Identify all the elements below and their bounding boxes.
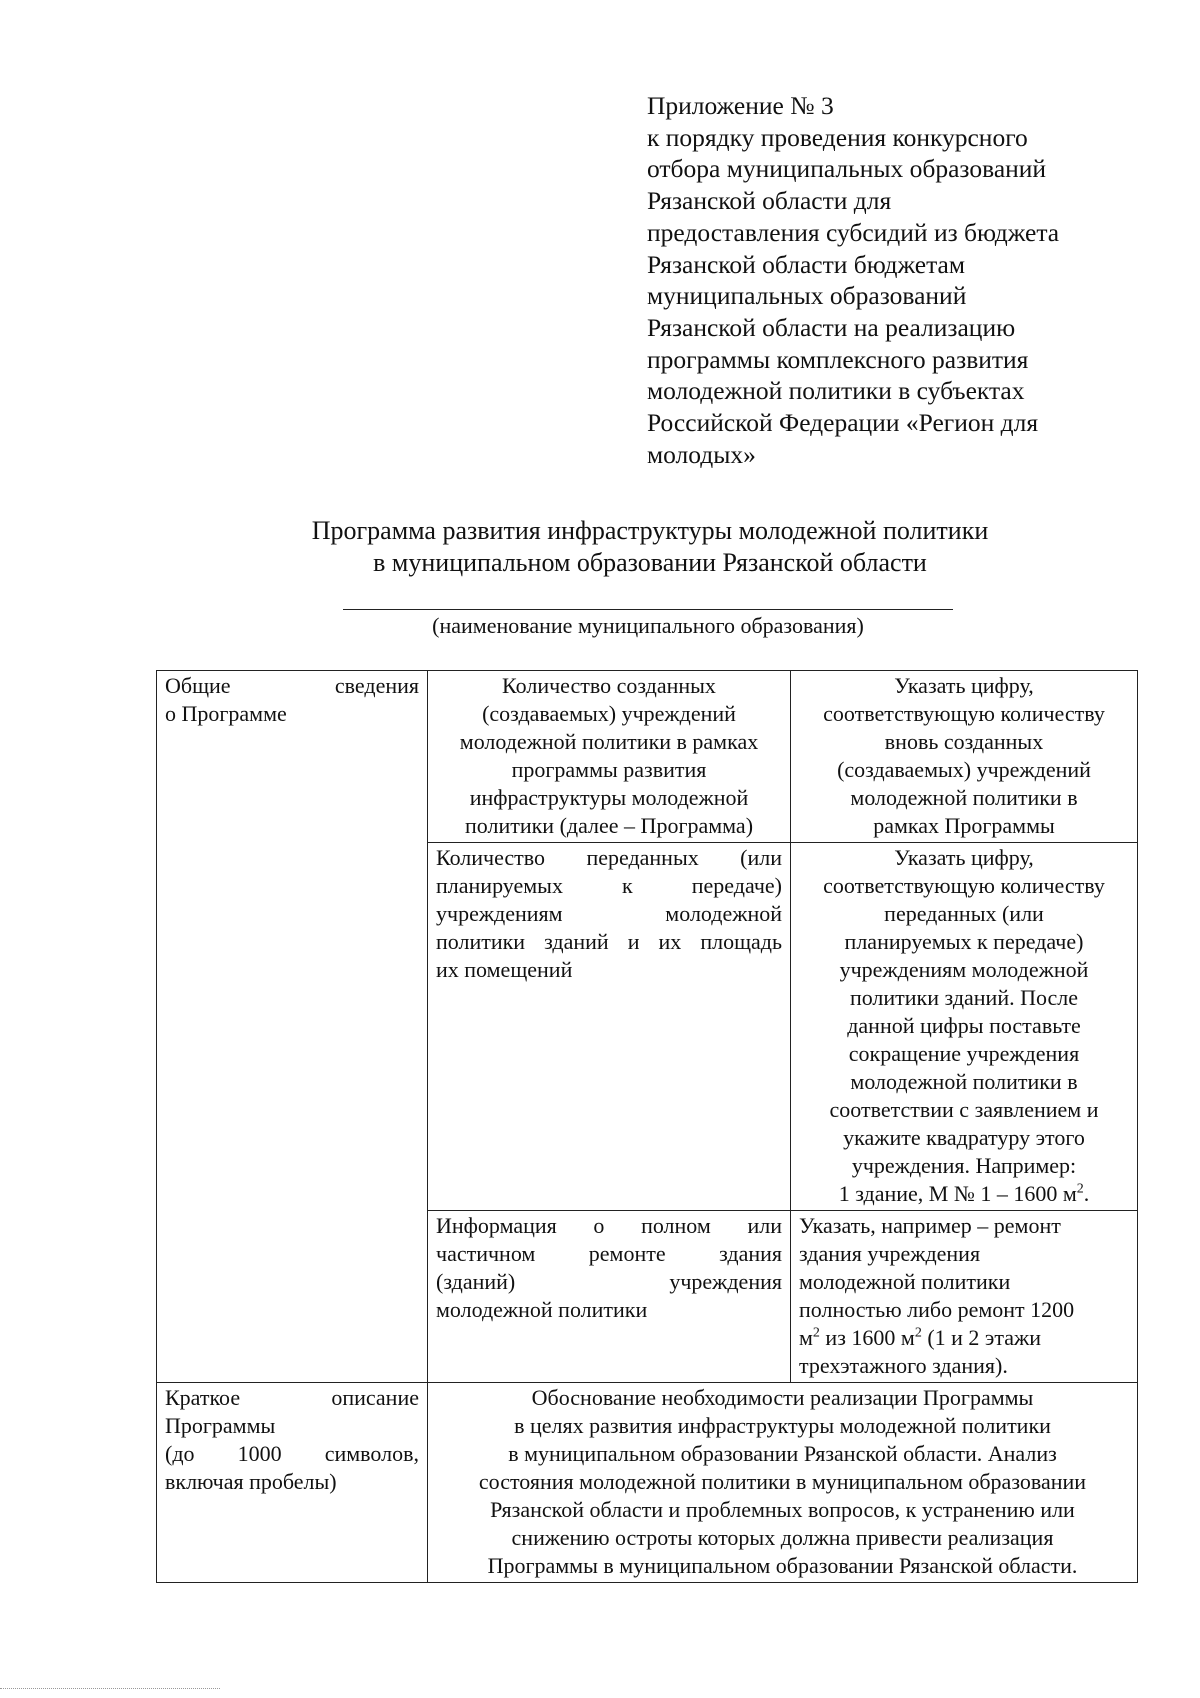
brief-description-content-cell [428, 1383, 1138, 1583]
cell-line: данной цифры поставьте [847, 1013, 1081, 1038]
appendix-line: молодых» [647, 439, 756, 469]
example-line [799, 1180, 1129, 1208]
cell-line: молодежной политики [436, 1297, 648, 1322]
area-text: из 1600 м [819, 1325, 915, 1350]
square-superscript: 2 [812, 1325, 820, 1341]
appendix-line: к порядку проведения конкурсного [647, 122, 1028, 152]
appendix-line: Рязанской области для [647, 186, 892, 216]
created-institutions-instruction-cell [791, 671, 1138, 843]
general-info-label-line: о Программе [165, 701, 287, 726]
cell-line: политики зданий и их площадь [436, 929, 782, 954]
cell-line: соответствующую количеству [823, 873, 1105, 898]
cell-line: планируемых к передаче) [436, 873, 782, 898]
cell-line: сокращение учреждения [848, 1041, 1080, 1066]
cell-line: (создаваемых) учреждений [837, 757, 1091, 782]
cell-line: частичном ремонте здания [436, 1241, 782, 1266]
cell-line: полностью либо ремонт 1200 [799, 1297, 1075, 1322]
appendix-line: Приложение № 3 [647, 91, 834, 120]
cell-line: Указать, например – ремонт [799, 1213, 1061, 1238]
cell-line: Количество переданных (или [436, 845, 782, 870]
general-info-label-cell [157, 671, 428, 1383]
cell-line: Программы [165, 1413, 276, 1438]
table-row [157, 671, 1138, 843]
cell-line: (создаваемых) учреждений [482, 701, 736, 726]
transferred-buildings-instruction-cell [791, 843, 1138, 1211]
cell-line: Количество созданных [502, 673, 716, 698]
appendix-header [647, 90, 1127, 470]
appendix-line: муниципальных образований [647, 281, 967, 311]
area-text: (1 и 2 этажи [921, 1325, 1041, 1350]
cell-line: Рязанской области и проблемных вопросов, к устранению или [490, 1497, 1075, 1522]
repair-info-question-cell [428, 1211, 791, 1383]
area-text: м [799, 1325, 813, 1350]
cell-line: снижению остроты которых должна привести реализация [511, 1525, 1054, 1550]
cell-line: Указать цифру, [894, 845, 1034, 870]
cell-line: включая пробелы) [165, 1469, 337, 1494]
cell-line: вновь созданных [884, 729, 1044, 754]
cell-line: рамках Программы [873, 813, 1055, 838]
appendix-line: Рязанской области бюджетам [647, 249, 965, 279]
appendix-line: предоставления субсидий из бюджета [647, 217, 1060, 247]
created-institutions-question-cell [428, 671, 791, 843]
appendix-line: Рязанской области на реализацию [647, 312, 1016, 342]
appendix-line: Российской Федерации «Регион для [647, 408, 1039, 438]
program-info-table [156, 670, 1138, 1583]
cell-line: переданных (или [884, 901, 1044, 926]
municipality-name-caption: (наименование муниципального образования) [432, 613, 864, 638]
appendix-line: молодежной политики в субъектах [647, 376, 1025, 406]
cell-line: политики зданий. После [849, 985, 1079, 1010]
cell-line: состояния молодежной политики в муниципальном образовании [478, 1469, 1087, 1494]
cell-line: молодежной политики в рамках [459, 729, 759, 754]
cell-line: молодежной политики в [850, 785, 1078, 810]
scan-artifact [0, 1688, 220, 1692]
cell-line: молодежной политики [799, 1269, 1011, 1294]
cell-line: их помещений [436, 957, 573, 982]
cell-line: в целях развития инфраструктуры молодежной политики [514, 1413, 1051, 1438]
cell-line: укажите квадратуру этого [843, 1125, 1085, 1150]
municipality-name-blank [343, 609, 953, 610]
cell-line: учреждениям молодежной [839, 957, 1089, 982]
cell-line: соответствующую количеству [823, 701, 1105, 726]
cell-line: молодежной политики в [850, 1069, 1078, 1094]
cell-line: Программы в муниципальном образовании Рязанской области. [487, 1553, 1078, 1578]
area-line [799, 1324, 1129, 1352]
example-text: 1 здание, М № 1 – 1600 м [838, 1181, 1077, 1206]
cell-line: Информация о полном или [436, 1213, 782, 1238]
cell-line: соответствии с заявлением и [829, 1097, 1099, 1122]
repair-info-instruction-cell [791, 1211, 1138, 1383]
brief-description-label-cell [157, 1383, 428, 1583]
title-line-1: Программа развития инфраструктуры молодежной политики [311, 516, 989, 545]
cell-line: политики (далее – Программа) [464, 813, 754, 838]
cell-line: учреждения. Например: [851, 1153, 1077, 1178]
cell-line: программы развития [511, 757, 707, 782]
cell-line: Указать цифру, [894, 673, 1034, 698]
cell-line: трехэтажного здания). [799, 1353, 1008, 1378]
cell-line: учреждениям молодежной [436, 901, 782, 926]
cell-line: Обоснование необходимости реализации Программы [531, 1385, 1034, 1410]
cell-line: инфраструктуры молодежной [469, 785, 749, 810]
transferred-buildings-question-cell [428, 843, 791, 1211]
title-line-2: в муниципальном образовании Рязанской области [373, 548, 927, 577]
example-period: . [1083, 1181, 1090, 1206]
appendix-line: отбора муниципальных образований [647, 154, 1047, 184]
cell-line: в муниципальном образовании Рязанской области. Анализ [508, 1441, 1057, 1466]
general-info-label-line: Общие сведения [165, 673, 419, 698]
cell-line: Краткое описание [165, 1385, 419, 1410]
appendix-line: программы комплексного развития [647, 344, 1029, 374]
square-superscript: 2 [914, 1325, 922, 1341]
document-title [150, 515, 1150, 579]
cell-line: (до 1000 символов, [165, 1441, 419, 1466]
cell-line: планируемых к передаче) [844, 929, 1084, 954]
square-superscript: 2 [1076, 1181, 1084, 1197]
cell-line: здания учреждения [799, 1241, 981, 1266]
table-row [157, 1383, 1138, 1583]
cell-line: (зданий) учреждения [436, 1269, 782, 1294]
